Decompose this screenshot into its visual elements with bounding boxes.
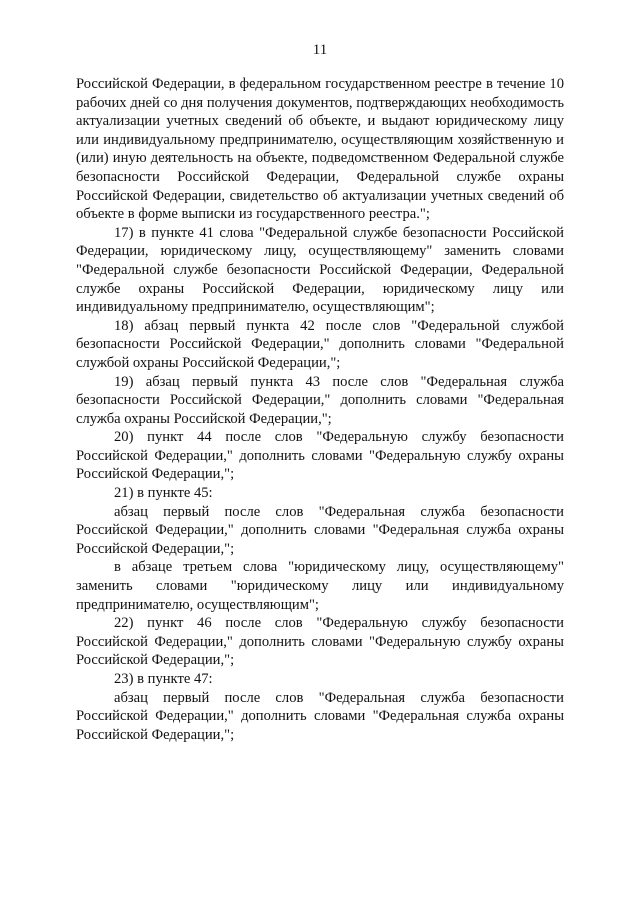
page-number: 11 xyxy=(312,42,328,58)
paragraph: 22) пункт 46 после слов "Федеральную службу безопасности Российской Федерации," дополнить словами "Федеральную службу охраны Российской Федерации,"; xyxy=(76,615,564,669)
paragraph: 19) абзац первый пункта 43 после слов "Федеральная служба безопасности Российской Федерации," дополнить словами "Федеральная служба охраны Российской Федерации,"; xyxy=(76,373,564,427)
paragraph: 21) в пункте 45: xyxy=(114,485,213,502)
paragraph: в абзаце третьем слова "юридическому лицу, осуществляющему" заменить словами "юридическому лицу или индивидуальному предпринимателю, осуществляющим"; xyxy=(76,559,564,613)
paragraph: 17) в пункте 41 слова "Федеральной службе безопасности Российской Федерации, юридическому лицу, осуществляющему" заменить словами "Федеральной службе безопасности Российской Федерации, Федеральной службе охраны Российской Федерации, юридическому лицу или индивидуальному предпринимателю, осуществляющим"; xyxy=(76,224,564,316)
paragraph: 20) пункт 44 после слов "Федеральную службу безопасности Российской Федерации," дополнить словами "Федеральную службу охраны Российской Федерации,"; xyxy=(76,429,564,483)
paragraph: абзац первый после слов "Федеральная служба безопасности Российской Федерации," дополнить словами "Федеральная служба охраны Российской Федерации,"; xyxy=(76,689,564,743)
paragraph: Российской Федерации, в федеральном государственном реестре в течение 10 рабочих дней со дня получения документов, подтверждающих необходимость актуализации учетных сведений об объекте, и выдают юридическому лицу или индивидуальному предпринимателю, осуществляющим хозяйственную и (или) иную деятельность на объекте, подведомственном Федеральной службе безопасности Российской Федерации, Федеральной службе охраны Российской Федерации, свидетельство об актуализации учетных сведений об объекте в форме выписки из государственного реестра."; xyxy=(76,76,564,223)
paragraph: 18) абзац первый пункта 42 после слов "Федеральной службой безопасности Российской Федерации," дополнить словами "Федеральной службой охраны Российской Федерации,"; xyxy=(76,317,564,371)
document-body xyxy=(76,75,564,744)
paragraph: 23) в пункте 47: xyxy=(114,671,213,687)
paragraph: абзац первый после слов "Федеральная служба безопасности Российской Федерации," дополнить словами "Федеральная служба охраны Российской Федерации,"; xyxy=(76,503,564,557)
